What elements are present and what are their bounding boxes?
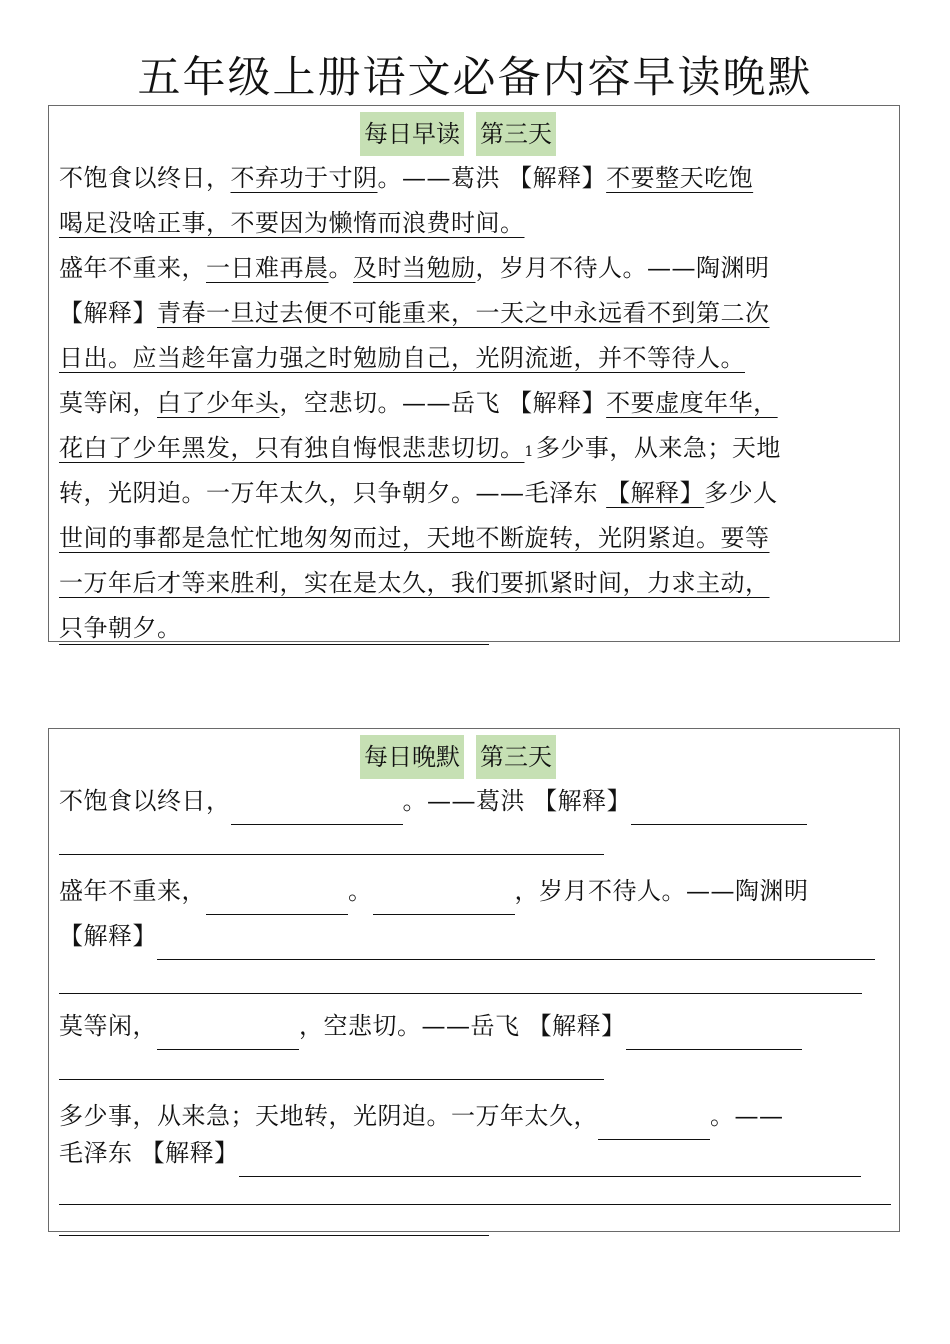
morning-reading-box	[48, 105, 900, 642]
underline-rule	[59, 644, 489, 645]
writing-line[interactable]	[59, 1079, 604, 1080]
key-phrase: 一日难再晨	[206, 254, 329, 282]
morning-text	[59, 156, 891, 651]
text-line	[59, 201, 891, 246]
evening-text	[59, 779, 891, 1250]
text-line: 多少事，从来急；天地转，光阴迫。一万年太久， 。——	[59, 1094, 891, 1139]
fill-blank[interactable]	[631, 794, 807, 825]
answer-line[interactable]	[59, 824, 891, 869]
answer-line[interactable]	[59, 1049, 891, 1094]
explanation-text: 喝足没啥正事，不要因为懒惰而浪费时间。	[59, 209, 525, 237]
fill-blank[interactable]	[231, 794, 403, 825]
text-line: 花白了少年黑发，只有独自悔恨悲悲切切。1多少事，从来急；天地	[59, 434, 781, 462]
text-line: 转，光阴迫。一万年太久，只争朝夕。——毛泽东 【解释】多少人	[59, 479, 778, 507]
explanation-text: 不要虚度年华，	[606, 389, 778, 417]
explanation-text: 日出。应当趁年富力强之时勉励自己，光阴流逝，并不等待人。	[59, 344, 745, 372]
evening-header	[360, 735, 556, 779]
morning-label: 每日早读	[360, 112, 464, 156]
answer-line[interactable]	[59, 1205, 891, 1250]
text-line	[59, 516, 891, 561]
text-line	[59, 561, 891, 606]
text-line	[59, 336, 891, 381]
fill-blank[interactable]	[626, 1019, 802, 1050]
text-line: 【解释】	[59, 914, 891, 959]
explanation-text: 花白了少年黑发，只有独自悔恨悲悲切切。	[59, 434, 525, 462]
text-line: 盛年不重来，一日难再晨。及时当勉励，岁月不待人。——陶渊明	[59, 254, 770, 282]
key-phrase: 及时当勉励	[353, 254, 476, 282]
text-line: 不饱食以终日， 。——葛洪 【解释】	[59, 779, 891, 824]
explanation-text: 世间的事都是急忙忙地匆匆而过，天地不断旋转，光阴紧迫。要等	[59, 524, 770, 552]
fill-blank[interactable]	[157, 1019, 299, 1050]
answer-line[interactable]	[59, 959, 891, 1004]
text-line: 莫等闲，白了少年头，空悲切。——岳飞 【解释】不要虚度年华，	[59, 389, 778, 417]
evening-dictation-box	[48, 728, 900, 1232]
morning-header	[360, 112, 556, 156]
text-line: 不饱食以终日，不弃功于寸阴。——葛洪 【解释】不要整天吃饱	[59, 164, 754, 192]
text-line: 盛年不重来， 。 ，岁月不待人。——陶渊明	[59, 869, 891, 914]
text-line: 莫等闲， ，空悲切。——岳飞 【解释】	[59, 1004, 891, 1049]
text-line: 只争朝夕。	[59, 606, 891, 651]
fill-blank[interactable]	[373, 884, 515, 915]
footnote-marker: 1	[524, 444, 534, 460]
fill-blank[interactable]	[157, 929, 875, 960]
page-title: 五年级上册语文必备内容早读晚默	[137, 53, 813, 103]
writing-line[interactable]	[59, 854, 604, 855]
key-phrase: 不弃功于寸阴	[230, 164, 378, 192]
morning-day: 第三天	[476, 112, 556, 156]
evening-label: 每日晚默	[360, 735, 464, 779]
key-phrase: 白了少年头	[157, 389, 280, 417]
explanation-text: 青春一旦过去便不可能重来，一天之中永远看不到第二次	[157, 299, 770, 327]
explanation-text: 不要整天吃饱	[606, 164, 754, 192]
explanation-text: 一万年后才等来胜利，实在是太久，我们要抓紧时间，力求主动，	[59, 569, 770, 597]
fill-blank[interactable]	[206, 884, 348, 915]
text-line: 【解释】青春一旦过去便不可能重来，一天之中永远看不到第二次	[59, 299, 770, 327]
evening-day: 第三天	[476, 735, 556, 779]
writing-line[interactable]	[59, 993, 862, 994]
text-line: 毛泽东 【解释】	[59, 1131, 891, 1176]
writing-line[interactable]	[59, 1235, 489, 1236]
